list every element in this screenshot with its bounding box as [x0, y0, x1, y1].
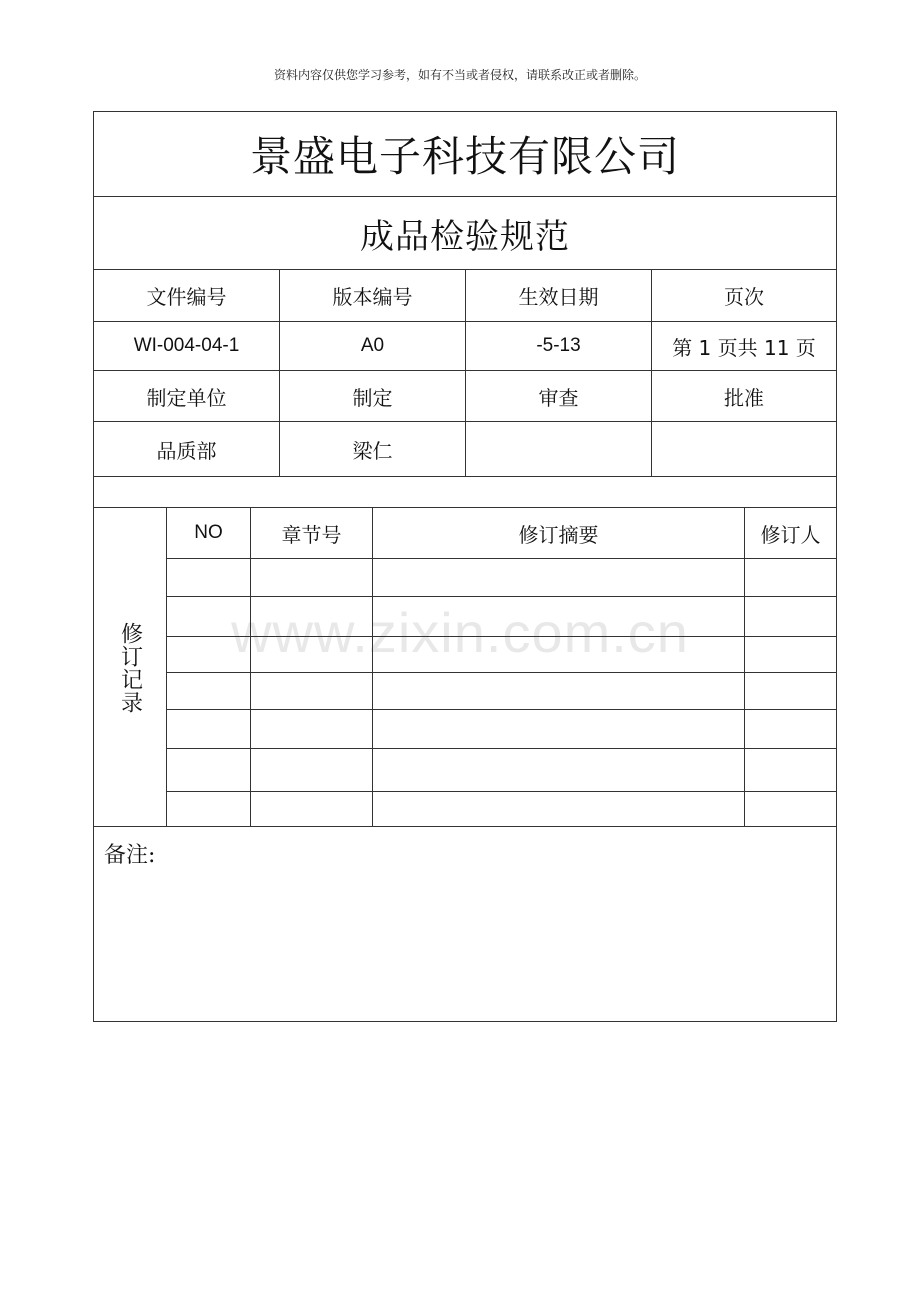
effective-date-value: -5-13: [536, 335, 581, 356]
header-effective-date: 生效日期: [518, 285, 599, 309]
divider: [166, 748, 836, 749]
approved-by-value: [652, 422, 836, 476]
disclaimer-text: 资料内容仅供您学习参考，如有不当或者侵权，请联系改正或者删除。: [273, 68, 646, 82]
revision-col-reviser: 修订人: [760, 522, 821, 547]
file-number-value: WI-004-04-1: [133, 335, 240, 356]
divider: [166, 558, 836, 559]
divider: [166, 672, 836, 673]
revision-col-summary: 修订摘要: [518, 522, 599, 547]
divider: [166, 709, 836, 710]
company-name: 景盛电子科技有限公司: [249, 132, 680, 181]
divider: [94, 476, 836, 477]
version-value: A0: [360, 335, 385, 356]
divider: [166, 636, 836, 637]
header-page: 页次: [724, 285, 764, 309]
divider: [166, 596, 836, 597]
revision-record-label: [94, 509, 166, 827]
reviewed-by-value: [466, 422, 651, 476]
prepared-by-value: 梁仁: [352, 438, 393, 463]
header-prepared-by: 制定: [352, 385, 393, 410]
revision-col-no: NO: [194, 522, 223, 543]
header-reviewed-by: 审查: [538, 385, 579, 410]
issuing-unit-value: 品质部: [156, 438, 217, 463]
document-title: 成品检验规范: [360, 216, 570, 257]
document-form: [93, 111, 837, 1022]
header-issuing-unit: 制定单位: [146, 385, 227, 410]
remarks-label: 备注:: [104, 843, 156, 868]
header-approved-by: 批准: [724, 385, 764, 410]
revision-col-chapter: 章节号: [281, 522, 342, 547]
revision-record-label-text: 修订记录: [117, 622, 143, 714]
header-file-number: 文件编号: [146, 285, 227, 309]
watermark: www.zixin.com.cn: [231, 601, 689, 664]
divider: [166, 791, 836, 792]
header-version: 版本编号: [332, 285, 413, 309]
divider: [94, 826, 836, 827]
page-value: 第 1 页共 11 页: [672, 335, 816, 360]
